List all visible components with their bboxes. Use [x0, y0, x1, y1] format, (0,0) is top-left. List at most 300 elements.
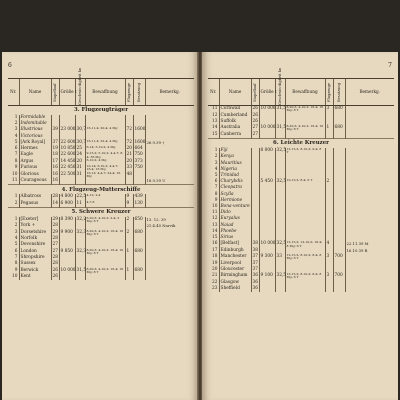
cell-nr: 15 — [212, 131, 218, 137]
cell-name: Manchester — [219, 254, 251, 261]
column-header: Name — [219, 79, 251, 106]
column-header: Bewaffnung — [85, 79, 125, 106]
cell-nr: 6 — [14, 146, 18, 152]
cell-groesse — [59, 274, 75, 280]
cell-flug: 1 — [125, 268, 133, 275]
cell-nr: 3 — [14, 229, 18, 235]
cell-nr: 1 — [14, 194, 18, 200]
cell-nr: 4 — [214, 166, 218, 172]
cell-kn — [275, 286, 285, 292]
cell-flug: 1 — [125, 249, 133, 256]
cell-bes: 439 — [133, 194, 145, 200]
cell-nr: 5 — [14, 139, 18, 145]
cell-flug: 33 — [126, 165, 132, 171]
cell-groesse: 22 450 — [60, 165, 76, 171]
cell-groesse: 9 300 — [259, 254, 275, 261]
cell-name: Edinburgh — [219, 248, 251, 254]
column-header: Geschwin-digkeit kn — [275, 79, 285, 106]
cell-name: Devonshire — [19, 242, 51, 248]
cell-name: Cornwall — [219, 106, 251, 113]
cell-bes — [333, 241, 345, 248]
ship-table-left — [8, 67, 194, 280]
cell-nr: 13 — [212, 118, 218, 124]
cell-groesse: 10 850 — [60, 146, 76, 152]
cell-bew: 8-20,3; 4-10,2; 16-4; 16 Mg; 8 T — [286, 105, 324, 113]
cell-bem: 26.9.39 † — [145, 140, 194, 146]
cell-name: Birmingham — [219, 273, 251, 280]
table-row — [8, 172, 194, 179]
cell-name: Liverpool — [219, 261, 251, 267]
cell-bem — [145, 165, 194, 172]
cell-nr: 9 — [14, 267, 18, 273]
cell-nr: 1 — [214, 147, 218, 153]
cell-stapel: 28 — [52, 261, 58, 267]
cell-kn: 31,5 — [276, 125, 287, 130]
cell-name: Glorious — [19, 172, 51, 179]
cell-groesse: 10 000 — [60, 267, 76, 273]
cell-name: London — [19, 249, 51, 256]
cell-bew: 8-20,3; 4-10,2; 16-4; 16 Mg; 8 T — [86, 247, 124, 255]
cell-kn: 32,5 — [276, 147, 287, 153]
cell-bes — [333, 132, 345, 139]
cell-nr: 11 — [12, 178, 18, 184]
cell-flug: 3 — [325, 106, 333, 113]
cell-nr: 9 — [14, 165, 18, 171]
cell-stapel: 18 — [52, 152, 58, 158]
cell-kn: 32,3 — [76, 229, 87, 235]
right-page — [202, 52, 398, 400]
cell-name: Trinidad — [219, 173, 251, 179]
cell-nr: 9 — [214, 197, 218, 203]
cell-groesse: 10 000 — [260, 106, 276, 111]
cell-bew: 9-15,2; 5-10,2; 4-4,7; 8-4; 36 Mg — [86, 151, 124, 159]
cell-stapel: 37 — [252, 260, 258, 266]
cell-bem — [145, 274, 194, 280]
cell-name: Illustrious — [19, 127, 51, 133]
cell-nr: 15 — [212, 235, 218, 241]
cell-stapel: 27 — [252, 125, 258, 130]
cell-bem: 22.11.39 M — [345, 241, 394, 248]
cell-flug: 2 — [125, 217, 133, 224]
column-header: Nr. — [8, 79, 19, 106]
cell-nr: 8 — [214, 191, 218, 197]
cell-groesse: 4 800 — [59, 194, 75, 200]
section-heading — [8, 106, 194, 116]
cell-flug: 1 — [325, 125, 333, 132]
column-header: Größe t — [59, 79, 75, 106]
cell-bem — [345, 254, 394, 261]
cell-name: York + — [19, 223, 51, 229]
cell-name: Euryalus — [219, 216, 251, 222]
cell-bew: 10-13,2; 8-4; 6 T — [285, 179, 325, 185]
cell-name: Eagle — [19, 152, 51, 159]
cell-bew: 8-20,3; 4-10,2; 16-4; 16 Mg; 8 T — [86, 228, 124, 236]
cell-flug: 4 — [325, 241, 333, 248]
cell-groesse: 9 850 — [59, 249, 75, 256]
cell-kn: 31 — [75, 165, 85, 172]
cell-stapel: 17 — [52, 158, 58, 164]
cell-name: Kenya — [219, 154, 251, 160]
cell-bes — [133, 172, 145, 179]
cell-kn: 30,7 — [76, 139, 87, 145]
cell-bew — [285, 286, 325, 292]
cell-stapel: 26 — [52, 267, 58, 273]
cell-name: Dido — [219, 210, 251, 216]
cell-groesse: 14 450 — [60, 158, 76, 164]
cell-kn: 32,2 — [76, 216, 87, 222]
cell-nr: 2 — [14, 223, 18, 229]
cell-kn: 32,5 — [276, 273, 287, 279]
cell-name: Glasgow — [219, 280, 251, 286]
cell-bew — [85, 274, 125, 280]
cell-stapel: 26 — [252, 106, 258, 111]
cell-groesse: 10 000 — [260, 125, 276, 130]
cell-bew: 6-20,3; 4-10,2; 2-4; 2 Mg; 6 T — [85, 217, 125, 224]
cell-groesse: 22 600 — [60, 152, 76, 158]
cell-bew: 10-14; 6-10,2; 4-4,7; 16-4; 16 Mg — [85, 165, 125, 172]
cell-kn: 20 — [75, 159, 85, 165]
cell-bes: 680 — [133, 268, 145, 275]
cell-bes: 680 — [133, 230, 145, 237]
cell-bes: 680 — [333, 125, 345, 132]
cell-groesse: 8 000 — [259, 148, 275, 155]
cell-nr: 8 — [14, 158, 18, 164]
cell-groesse: 23 000 — [60, 127, 76, 133]
cell-bew: 8-20,3; 4-10,2; 16-4; 16 Mg; 8 T — [286, 124, 324, 132]
cell-bew: 6-10,2; 4 Mg — [85, 159, 125, 165]
cell-flug: 21 — [126, 152, 132, 158]
cell-nr: 8 — [14, 261, 18, 267]
cell-bes: 664 — [133, 146, 145, 152]
cell-stapel: 27 — [252, 131, 258, 137]
page-number: 7 — [388, 62, 392, 69]
cell-bem — [145, 268, 194, 275]
table-row — [8, 274, 194, 280]
cell-stapel: 36 — [252, 285, 258, 291]
section-title: 3. Flugzeugträger — [8, 106, 194, 116]
table-row — [208, 286, 394, 292]
section-heading — [8, 185, 194, 195]
cell-bes: 750 — [133, 165, 145, 172]
cell-bes — [133, 178, 145, 185]
column-header: Bemerkg. — [345, 79, 394, 106]
cell-nr: 3 — [14, 127, 18, 133]
cell-nr: 21 — [212, 273, 218, 279]
cell-stapel: 39 — [52, 127, 58, 133]
cell-name: Mauritius — [219, 161, 251, 167]
cell-bes: 750 — [133, 152, 145, 159]
cell-nr: 10 — [12, 274, 18, 280]
cell-name: Nigeria — [219, 167, 251, 173]
cell-nr: 11 — [212, 106, 218, 111]
cell-stapel: 26 — [252, 112, 258, 118]
cell-name: Argus — [19, 159, 51, 165]
cell-nr: 4 — [14, 133, 18, 139]
cell-nr: 18 — [212, 254, 218, 260]
cell-bew: 4-12; 2-4 — [85, 194, 125, 200]
table-row — [8, 268, 194, 275]
cell-bem — [145, 172, 194, 179]
cell-kn: 31,5 — [276, 106, 287, 111]
cell-name: [Exeter] — [19, 217, 51, 224]
cell-bew: 16-11,4; 20-4; 4 Mg — [85, 127, 125, 133]
cell-groesse: 10 000 — [260, 241, 276, 247]
cell-flug — [125, 274, 133, 280]
cell-flug: 20 — [126, 158, 132, 164]
cell-nr: 7 — [214, 185, 218, 191]
cell-bem — [145, 230, 194, 237]
table-row — [208, 241, 394, 248]
cell-groesse: 22 500 — [60, 171, 76, 177]
section-title: 4. Flugzeug-Mutterschiffe — [8, 185, 194, 195]
cell-nr: 17 — [212, 247, 218, 253]
cell-kn: 32,3 — [76, 248, 87, 254]
cell-bem — [145, 152, 194, 159]
cell-bem — [345, 286, 394, 292]
cell-stapel: 28 — [52, 223, 58, 229]
cell-kn: 31 — [75, 172, 85, 179]
cell-name: Charybdis — [219, 179, 251, 185]
cell-kn — [75, 178, 85, 185]
cell-stapel: 27 — [52, 248, 58, 254]
cell-bes: 680 — [133, 249, 145, 256]
section-title: 5. Schwere Kreuzer — [8, 207, 194, 217]
cell-flug: 3 — [325, 254, 333, 261]
cell-flug: 3 — [325, 273, 333, 280]
cell-name: Scylla — [219, 192, 251, 198]
cell-nr: 14 — [212, 228, 218, 234]
table-row — [8, 201, 194, 208]
cell-nr: 22 — [212, 279, 218, 285]
cell-flug: 2 — [125, 230, 133, 237]
cell-stapel: 16 — [52, 171, 58, 177]
table-row — [208, 125, 394, 132]
cell-bew: 8-20,3; 4-10,2; 16-4; 16 Mg; 8 T — [86, 266, 124, 274]
table-row — [8, 230, 194, 237]
cell-flug — [325, 132, 333, 139]
cell-bew: 12-15,2; 8-10,2; 8-4; 8 Mg; 6 T — [285, 273, 325, 280]
cell-nr: 11 — [212, 210, 218, 216]
cell-flug: 9 — [125, 201, 133, 208]
cell-nr: 19 — [212, 260, 218, 266]
cell-stapel: 14 — [52, 200, 58, 206]
cell-bew: 12-15,2; 8-10,2; 8-4; 8 Mg; 6 T — [285, 254, 325, 261]
column-header: Geschwin-digkeit kn — [75, 79, 85, 106]
cell-stapel: 29 — [52, 229, 58, 235]
cell-flug: 20 — [126, 146, 132, 152]
cell-nr: 7 — [14, 255, 18, 261]
cell-name: Shropshire — [19, 255, 51, 261]
cell-kn: 31,5 — [76, 267, 87, 273]
table-row — [208, 148, 394, 155]
cell-kn — [275, 132, 285, 139]
cell-nr: 16 — [212, 241, 218, 247]
cell-name: Dorsetshire — [19, 230, 51, 237]
cell-nr: 23 — [212, 285, 218, 291]
left-page — [2, 52, 198, 400]
cell-groesse — [59, 178, 75, 185]
cell-name: Furious — [19, 165, 51, 172]
column-header: Flugzeuge — [325, 79, 333, 106]
cell-name: Bona-venture — [220, 204, 250, 210]
cell-name: Sirius — [219, 235, 251, 241]
cell-groesse — [259, 132, 275, 139]
cell-name: Berwick — [19, 268, 51, 275]
cell-nr: 7 — [14, 152, 18, 158]
cell-bew: 12-15,2; 8-10,2; 9-4; 8 T — [285, 148, 325, 155]
cell-groesse: 9 100 — [259, 273, 275, 280]
cell-nr: 13 — [212, 222, 218, 228]
cell-groesse: 9 900 — [59, 230, 75, 237]
cell-bew: 16-12; 4-4,7; 24-4; 16 Mg — [85, 172, 125, 179]
cell-nr: 6 — [14, 248, 18, 254]
cell-flug: 72 — [126, 127, 132, 133]
cell-name: Australia — [219, 125, 251, 132]
cell-name: Indomitable — [19, 121, 51, 127]
column-header: Bemerkg. — [145, 79, 194, 106]
table-row — [208, 106, 394, 113]
cell-bem — [345, 125, 394, 132]
cell-name: Sussex — [19, 261, 51, 267]
cell-bem — [145, 201, 194, 208]
cell-bew: 4-7,6 — [85, 201, 125, 208]
table-row — [208, 254, 394, 261]
cell-name: [Ark Royal] — [19, 140, 51, 146]
cell-nr: 20 — [212, 266, 218, 272]
cell-flug — [125, 178, 133, 185]
column-header: Besatzung — [133, 79, 145, 106]
cell-stapel: 38 — [252, 241, 258, 247]
table-row — [8, 217, 194, 224]
cell-bem — [145, 249, 194, 256]
cell-stapel: 37 — [52, 139, 58, 145]
cell-name: Gloucester — [219, 267, 251, 273]
cell-name: Formidable — [19, 115, 51, 121]
cell-nr: 12 — [212, 112, 218, 118]
cell-bem — [345, 148, 394, 155]
cell-stapel: 38 — [252, 247, 258, 253]
cell-stapel: 26 — [252, 118, 258, 124]
cell-stapel — [251, 148, 259, 155]
column-header: Name — [19, 79, 51, 106]
cell-stapel: 36 — [252, 273, 258, 279]
cell-bem: 13. 12. 39 — [145, 217, 194, 224]
cell-bes — [333, 286, 345, 292]
cell-name: Cleopatra — [219, 185, 251, 191]
table-row — [8, 178, 194, 185]
cell-flug: 48 — [126, 171, 132, 177]
column-header: Bewaffnung — [285, 79, 325, 106]
cell-nr: 1 — [14, 115, 18, 120]
column-header: Stapellauf — [251, 79, 259, 106]
cell-kn: 32,5 — [276, 179, 287, 185]
cell-bes: 373 — [133, 159, 145, 165]
cell-bem — [345, 106, 394, 113]
cell-kn: 30,7 — [76, 127, 87, 133]
cell-kn: 33 — [275, 254, 285, 261]
cell-nr: 1 — [14, 216, 18, 222]
cell-stapel: 19 — [52, 146, 58, 152]
cell-kn — [75, 274, 85, 280]
cell-nr: 3 — [214, 160, 218, 166]
section-title: 6. Leichte Kreuzer — [208, 138, 394, 148]
cell-groesse: 6 900 — [59, 201, 75, 208]
cell-bem — [345, 273, 394, 280]
cell-name: Cumberland — [219, 113, 251, 119]
cell-name: Pegasus — [19, 201, 51, 208]
cell-nr: 2 — [14, 121, 18, 127]
cell-name: Canberra — [219, 132, 251, 139]
cell-name: Albatross — [19, 194, 51, 200]
cell-name: [Belfast] — [219, 241, 251, 248]
cell-nr: 6 — [214, 179, 218, 185]
cell-bem: 21.4.40 Narvik — [145, 223, 194, 229]
cell-bem: 18.9.39 U — [145, 178, 194, 185]
cell-bem — [345, 132, 394, 139]
cell-stapel: 36 — [252, 279, 258, 285]
cell-flug: 2 — [325, 179, 333, 185]
cell-name: Victorious — [19, 134, 51, 140]
cell-bes: 1600 — [134, 127, 146, 133]
cell-nr: 2 — [214, 154, 218, 160]
cell-stapel: 26 — [52, 274, 58, 280]
column-header: Besatzung — [333, 79, 345, 106]
cell-stapel: 16 — [52, 165, 58, 171]
cell-flug: 9 — [125, 194, 133, 200]
cell-bew — [285, 132, 325, 139]
cell-kn: 22,5 — [76, 194, 87, 200]
cell-nr: 14 — [212, 125, 218, 130]
open-booklet — [0, 52, 400, 400]
cell-kn: 24 — [75, 152, 85, 159]
cell-nr: 5 — [14, 242, 18, 248]
cell-name: Norfolk — [19, 236, 51, 242]
cell-kn: 25 — [75, 146, 85, 152]
cell-nr: 5 — [214, 173, 218, 178]
column-header: Stapellauf — [51, 79, 59, 106]
cell-name: Naiad — [219, 223, 251, 229]
table-row — [208, 273, 394, 280]
cell-bes — [133, 274, 145, 280]
cell-stapel: 27 — [52, 242, 58, 248]
cell-bes: 1600 — [134, 139, 146, 145]
cell-stapel: 29 — [52, 216, 58, 222]
column-header: Größe t — [259, 79, 275, 106]
cell-nr: 10 — [12, 171, 18, 177]
cell-name: Suffolk — [219, 119, 251, 125]
ship-table-right — [208, 67, 394, 292]
cell-groesse: 22 600 — [60, 139, 76, 145]
cell-stapel: 16 — [52, 178, 58, 184]
cell-name: Phoebe — [219, 229, 251, 235]
cell-bes — [333, 148, 345, 155]
cell-name: Hermione — [219, 198, 251, 204]
column-header: Nr. — [208, 79, 219, 106]
cell-stapel: 28 — [52, 236, 58, 242]
cell-flug: 72 — [126, 139, 132, 145]
cell-nr: 10 — [212, 204, 218, 210]
table-row — [8, 249, 194, 256]
column-header: Flugzeuge — [125, 79, 133, 106]
cell-bes: 650 — [133, 217, 145, 224]
cell-bew — [85, 178, 125, 185]
cell-name: Hermes — [19, 146, 51, 152]
cell-groesse: 5 450 — [259, 179, 275, 185]
cell-bew: 12-15,2; 12-10,2; 16-4; 8 Mg; 6 T — [285, 241, 325, 248]
cell-bew: 16-11,4; 32-4; 4 Mg — [85, 140, 125, 146]
cell-nr: 2 — [14, 200, 18, 206]
cell-name: Courageous — [19, 178, 51, 185]
